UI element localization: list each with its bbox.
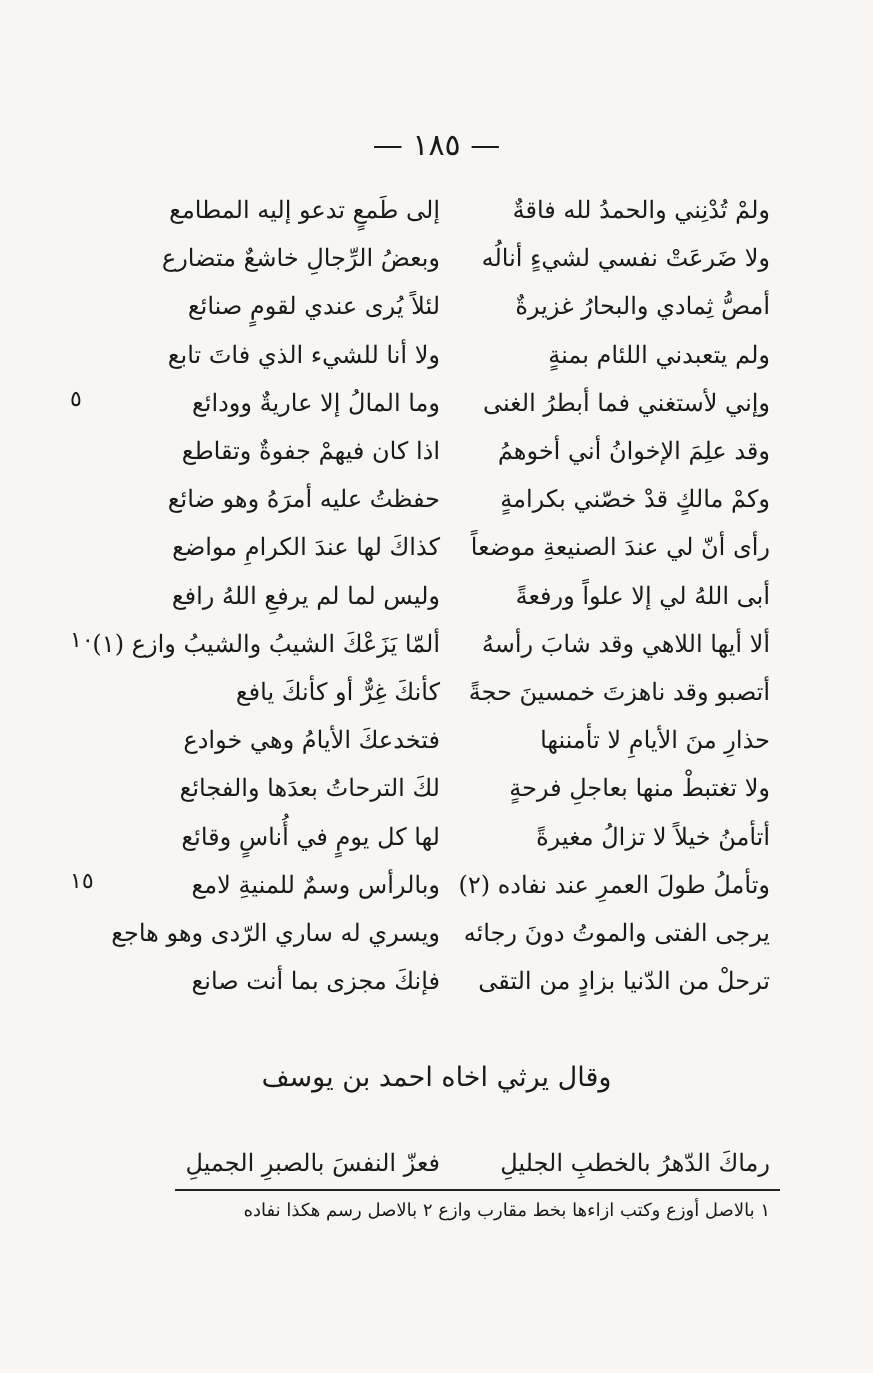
verse-second-hemistich: ويسري له ساري الرّدى وهو هاجع bbox=[111, 918, 440, 947]
verse-line bbox=[150, 379, 770, 427]
verse-second-hemistich: اذا كان فيهمْ جفوةٌ وتقاطع bbox=[181, 437, 440, 466]
verse-second-hemistich: وما المالُ إلا عاريةٌ وودائع bbox=[192, 388, 440, 417]
verse-second-hemistich: فتخدعكَ الأيامُ وهي خوادع bbox=[183, 726, 440, 755]
verse-line bbox=[150, 523, 770, 571]
verse-line bbox=[150, 331, 770, 379]
verse-first-hemistich: يرجى الفتى والموتُ دونَ رجائه bbox=[463, 918, 770, 947]
verse-first-hemistich: ولا ضَرعَتْ نفسي لشيءٍ أنالُه bbox=[481, 244, 770, 273]
verse-first-hemistich: وكمْ مالكٍ قدْ خصّني بكرامةٍ bbox=[500, 485, 770, 514]
page-number: — ١٨٥ — bbox=[372, 128, 501, 163]
verse-second-hemistich: فإنكَ مجزى بما أنت صانع bbox=[191, 967, 440, 996]
verse-second-hemistich: كذاكَ لها عندَ الكرامِ مواضع bbox=[172, 533, 440, 562]
verse-second-hemistich: فعزّ النفسَ بالصبرِ الجميلِ bbox=[185, 1149, 440, 1177]
verse-line bbox=[150, 957, 770, 1005]
verse-line bbox=[150, 668, 770, 716]
verse-first-hemistich: رماكَ الدّهرُ بالخطبِ الجليلِ bbox=[500, 1149, 770, 1177]
poem-heading: وقال يرثي اخاه احمد بن يوسف bbox=[261, 1062, 612, 1093]
verse-second-hemistich: ألمّا يَزَعْكَ الشيبُ والشيبُ وازع (١) bbox=[92, 629, 440, 658]
margin-line-number: ١٠ bbox=[70, 627, 94, 653]
verse-line bbox=[150, 475, 770, 523]
verse-line bbox=[92, 620, 770, 668]
margin-line-number: ١٥ bbox=[70, 868, 94, 894]
verse-first-hemistich: ترحلْ من الدّنيا بزادٍ من التقى bbox=[478, 967, 770, 996]
verse-second-hemistich: حفظتُ عليه أمرَهُ وهو ضائع bbox=[167, 485, 440, 514]
verse-second-hemistich: لكَ الترحاتُ بعدَها والفجائع bbox=[179, 774, 440, 803]
verse-second-hemistich: ولا أنا للشيء الذي فاتَ تابع bbox=[167, 340, 440, 369]
verse-first-hemistich: ولم يتعبدني اللئام بمنةٍ bbox=[548, 340, 770, 369]
verse-line bbox=[150, 716, 770, 764]
verse-first-hemistich: وقد علِمَ الإخوانُ أني أخوهمُ bbox=[497, 437, 770, 466]
verse-second-hemistich: كأنكَ غِرٌّ أو كأنكَ يافع bbox=[235, 677, 440, 706]
verse-first-hemistich: حذارِ منَ الأيامِ لا تأمننها bbox=[540, 726, 770, 755]
verse-line bbox=[150, 427, 770, 475]
verse-line bbox=[150, 282, 770, 330]
verse-first-hemistich: ولا تغتبطْ منها بعاجلِ فرحةٍ bbox=[509, 774, 770, 803]
verse-first-hemistich: أتصبو وقد ناهزتَ خمسينَ حجةً bbox=[468, 677, 770, 706]
verse-first-hemistich: ألا أيها اللاهي وقد شابَ رأسهُ bbox=[481, 629, 770, 658]
verse-first-hemistich: ولمْ تُدْنِني والحمدُ لله فاقةٌ bbox=[512, 196, 770, 225]
verse-second-hemistich: لها كل يومٍ في أُناسٍ وقائع bbox=[181, 822, 440, 851]
verse-line bbox=[150, 234, 770, 282]
verse-first-hemistich: أبى اللهُ لي إلا علواً ورفعةً bbox=[515, 581, 770, 610]
verse-line bbox=[150, 572, 770, 620]
poem-body bbox=[92, 186, 770, 1005]
verse-second-hemistich: وبعضُ الرِّجالِ خاشعٌ متضارع bbox=[161, 244, 440, 273]
verse-second-hemistich: وبالرأس وسمٌ للمنيةِ لامع bbox=[191, 870, 440, 899]
verse-first-hemistich: وتأملُ طولَ العمرِ عند نفاده (٢) bbox=[458, 870, 770, 899]
verse-second-hemistich: لئلاً يُرى عندي لقومٍ صنائع bbox=[187, 292, 440, 321]
verse-line bbox=[150, 1140, 770, 1186]
verse-line bbox=[150, 861, 770, 909]
verse-first-hemistich: وإني لأستغني فما أبطرُ الغنى bbox=[482, 388, 770, 417]
verse-second-hemistich: وليس لما لم يرفعِ اللهُ رافع bbox=[171, 581, 440, 610]
footnote: ١ بالاصل أوزع وكتب ازاءها بخط مقارب وازع ٢ بالاصل رسم هكذا نفاده bbox=[243, 1200, 770, 1221]
verse-line bbox=[150, 812, 770, 860]
verse-line bbox=[111, 909, 770, 957]
verse-first-hemistich: رأى أنّ لي عندَ الصنيعةِ موضعاً bbox=[470, 533, 770, 562]
verse-first-hemistich: أتأمنُ خيلاً لا تزالُ مغيرةً bbox=[536, 822, 770, 851]
footnote-divider bbox=[175, 1189, 780, 1191]
verse-line bbox=[150, 186, 770, 234]
verse-first-hemistich: أمصُّ ثِمادي والبحارُ غزيرةٌ bbox=[515, 292, 770, 321]
verse-line bbox=[150, 764, 770, 812]
margin-line-number: ٥ bbox=[70, 386, 82, 412]
verse-second-hemistich: إلى طَمعٍ تدعو إليه المطامع bbox=[169, 196, 440, 225]
